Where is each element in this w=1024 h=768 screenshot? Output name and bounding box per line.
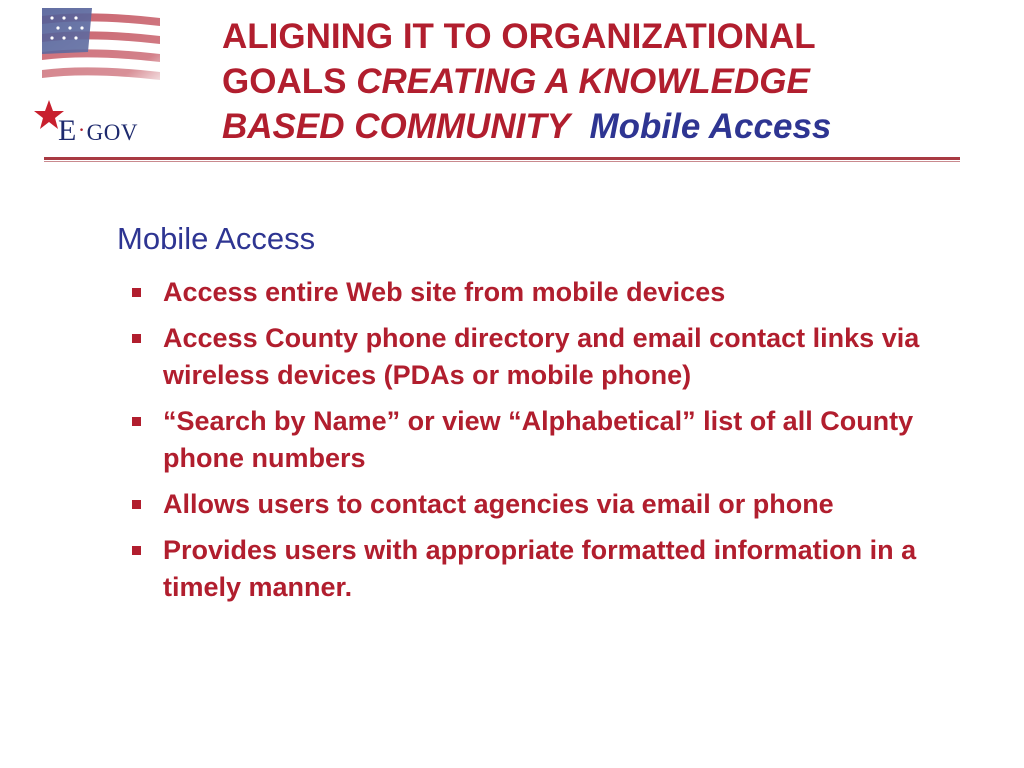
logo-letters-gov: GOV (86, 120, 138, 145)
square-bullet-icon (132, 417, 141, 426)
page-title (222, 14, 982, 149)
bullet-list (132, 274, 922, 615)
title-subtitle: Mobile Access (589, 107, 832, 146)
bullet-text: Provides users with appropriate formatted information in a timely manner. (163, 535, 917, 602)
title-line-2-plain: GOALS (222, 62, 347, 101)
header-divider (44, 157, 960, 160)
bullet-text: Access entire Web site from mobile devices (163, 277, 726, 307)
logo-dot: · (77, 117, 86, 142)
bullet-item (132, 486, 922, 523)
square-bullet-icon (132, 546, 141, 555)
square-bullet-icon (132, 500, 141, 509)
header-divider-shadow (44, 161, 960, 162)
egov-wordmark (58, 116, 138, 146)
title-line-3-italic: BASED COMMUNITY (222, 107, 571, 146)
bullet-text: Allows users to contact agencies via email or phone (163, 489, 834, 519)
bullet-item (132, 532, 922, 606)
bullet-text: “Search by Name” or view “Alphabetical” list of all County phone numbers (163, 406, 914, 473)
logo-letter-e: E (58, 114, 77, 147)
bullet-item (132, 274, 922, 311)
bullet-item (132, 320, 922, 394)
section-heading: Mobile Access (117, 221, 316, 256)
bullet-text: Access County phone directory and email contact links via wireless devices (PDAs or mobile phone) (163, 323, 920, 390)
square-bullet-icon (132, 334, 141, 343)
bullet-item (132, 403, 922, 477)
title-line-1: ALIGNING IT TO ORGANIZATIONAL (222, 17, 816, 56)
title-line-2-italic: CREATING A KNOWLEDGE (356, 62, 810, 101)
square-bullet-icon (132, 288, 141, 297)
